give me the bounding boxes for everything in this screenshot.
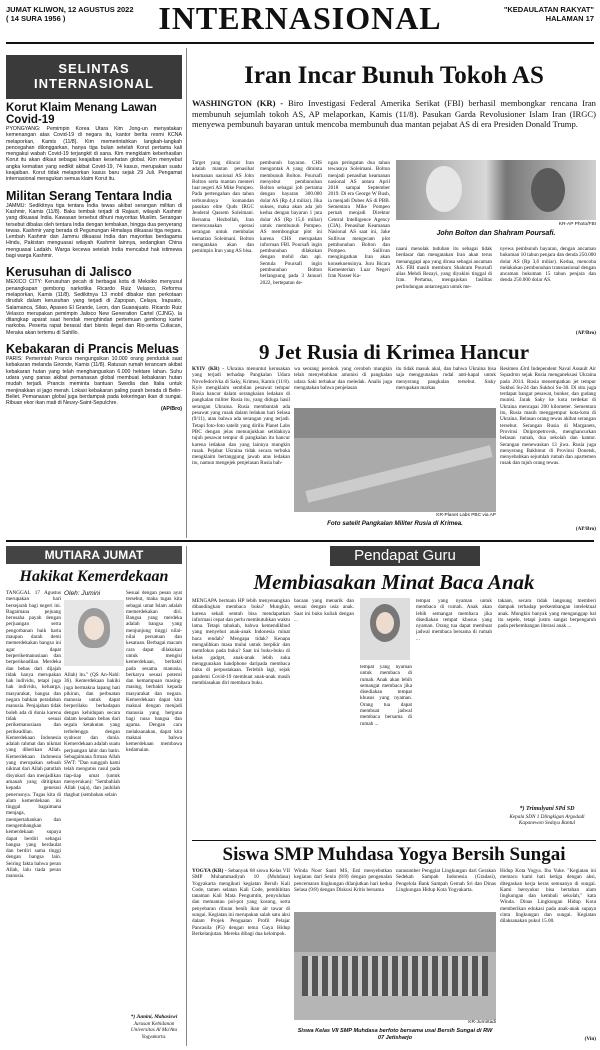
sidebar-source: (AP/Bro) <box>160 406 182 413</box>
lead-col2: pembunuh bayaran. CHS mengontak A yang diminta membunuh Bolton. Poursafi menyebut pembunuhan Bolton sebagai job pertama dengan bayaran 300.000 dolar AS (Rp 4,4 miliar). Jika sukses, maka akan ada job kedua dengan bayaran 1 juta dolar AS (Rp 15,6 miliar) untuk membunuh Pompeo. AS membongkar plot ini karena CHS merupakan informan FBI. Poursafi ingin pembunuhan dilakukan dengan mobil dan api. Semula Poursafi ingin pembunuhan Bolton berlangsung pada 3 Januari 2022, bertepatan de- <box>260 160 322 286</box>
crimea-dateline: KYIV (KR) - <box>192 366 225 372</box>
crimea-photo-credit: KR-Planet Labs PBC via AP <box>436 513 496 518</box>
lead-dateline: WASHINGTON (KR) - <box>192 98 284 108</box>
header-right <box>504 5 594 23</box>
lead-intro <box>192 98 596 130</box>
crimea-source: (AP/Bro) <box>575 526 596 532</box>
runway-strip <box>305 445 492 503</box>
lead-photo-caption: John Bolton dan Shahram Poursafi. <box>436 230 556 237</box>
siswa-headline: Siswa SMP Muhdasa Yogya Bersih Sungai <box>222 844 566 865</box>
guru-col4: takaan, secara tidak langsung memberi dampak terhadap perkembangan intelektual anak. Mungkin banyak yang menganggap hal itu sepele, tetapi justru sangat berpengaruh pada perkembangan literasi anak ... <box>498 598 596 630</box>
jumat-col2: Allah) itu." (QS An-Nahl: 36). Kemerdekaan hakiki juga bermakna lapang hati pikiran, dan perbuatan manusia untuk dapat berperilaku berhadapan dengan kehidupan secara dalam keadaan bebas dari segala ketakutan yang terbelenggu dengan syahwat dan dunia. Kemerdekaan adalah suatu perjuangan lahir dan batin. Sebagaimana firman Allah SWT: "Dan sungguh kami telah mengutus rasul pada tiap-tiap umat (untuk menyerukan): "Sembahlah Allah (saja), dan jauhilah thaghut (sembahan selain <box>64 672 120 798</box>
sidebar-story-title: Kebakaran di Prancis Meluas <box>6 342 179 357</box>
guru-col2: bacaan yang menarik dan sesuai dengan usia anak. Saat ini buku kuliah dengan ... <box>294 598 354 623</box>
jumat-col1: TANGGAL 17 Agustus merupakan hari bersejarah bagi negeri ini. Bagaimana pejuang berusaha payah dengan perjuangan serta pengorbanan baik harta maupun darah demi memerdekakan bangsa ini agar dapat berperikemanusiaan dan berperikeadilan. Merdeka dan bebas dari dijajah tidak hanya merupakan hak individu, tetapi juga hak individu, keluarga, masyarakat, bangsa dan negara bahkan peradaban manusia. Penjajahan tidak boleh ada di dunia karena tidak sesuai perikemanusiaan dan perikeadilan. Kemerdekaan Indonesia adalah rahmat dan nikmat yang diberikan Allah. Kemerdekaan Indonesia yang merupakan sebuah nikmat dari Allah patutlah disyukuri dan menjadikan amanah yang dititipkan kepada generasi penerusnya. Tugas kita di alam kemerdekaan ini tinggal bagaimana menjaga, mempertahankan dan mengembangkan kemerdekaan supaya dapat berdiri sebagai bangsa yang berdaulat dan berdiri sama tinggi dengan bangsa lain. Seiring fakta bahwa peran Allah, lalu tiada peran manusia. <box>6 590 61 880</box>
guru-author: *) Trimulyani SPd SD <box>519 806 575 812</box>
crimea-col1 <box>192 366 290 534</box>
jumat-col3: Sesuai dengan pesan ayat tersebut, maka tugas kita sebagai umat Islam adalah memerdekakan diri. Bangsa yang merdeka adalah bangsa yang menjunjung tinggi nilai-nilai persatuan dan kesatuan. Berbagai macam cara dapat dilakukan untuk mengisi kemerdekaan, berbakti pada sesama manusia, berkarya sesuai potensi dan kemampuan masing-masing, berbakti kepada masyarakat dan negara. Kemerdekaan dapat kita maknai dengan menjadi manusia yang berguna bagi nusa bangsa dan agama. Dengan cara melaksanakan, dapat kita maknai bahwa kemerdekaan membawa kedamaian. <box>126 590 182 754</box>
terrain-shade <box>294 408 496 438</box>
crimea-col2: wa seorang perokok yang ceroboh mungkin telah menyebabkan amunisi di pangkalan udara Saki terbakar dan meledak. Analis juga mengatakan bahwa penjelasan <box>294 366 392 391</box>
siswa-col4: Hidup Kota Yogya. Ibu Yuke. "Kegiatan ini memacu kami hati ketiga dengan aksi, ditegaskan kerja keras semuanya di sungai. Kami bersyukur bisa bertahan alam lingkungan dan kembali sekolah," kata Winda. Dinas Lingkungan Hidup Kota memberikan edukasi pada anak-anak supaya cinta lingkungan dan sungai. Kegiatan dilaksanakan pukul 15.00. <box>500 868 596 925</box>
section-title: INTERNASIONAL <box>158 0 442 36</box>
lead-col3: ngan peringatan dua tahun tewasnya Soleimani. Bolton menjadi penasihat keamanan nasional AS antara April 2018 sampai September 2019. Di era George W Bush, ia menjadi Dubes AS di PBB. Sementara Mike Pompeo pernah menjadi Direktur Central Intelligence Agency (CIA). Penasihat Keamanan Nasional AS saat ini, Jake Sullivan mengecam plot pembunuhan Bolton dan Pompeo. Sullivan mengingatkan Iran akan konsekuensinya. Juru Bicara Kementerian Luar Negeri Iran Nasser Ka- <box>328 160 390 280</box>
lead-col1: Target yang diincar Iran adalah mantan penasihat keamanan nasional AS John Bolton serta mantan menteri luar negeri AS Mike Pompeo. Pada pertengahan dan tahun terbunuhnya komandan pasukan elite Quds IRGC Jenderal Qassem Soleimani. Bersama Hezbollah, Iran merencanakan operasi serangan untuk membalas kematian Soleimani. Bolton mengatakan akan dan pemimpin Iran yang AS bisa. <box>192 160 254 255</box>
tagline: "KEDAULATAN RAKYAT" <box>503 5 594 14</box>
guru-photo <box>360 598 410 660</box>
header-rule <box>6 42 594 44</box>
author-photo <box>64 600 124 666</box>
lead-source: (AP/Bro) <box>575 330 596 336</box>
siswa-photo-credit: KR-Jumirtadi <box>468 1020 496 1025</box>
siswa-dateline: YOGYA (KR) - <box>192 868 227 874</box>
siswa-col1-text: Sebanyak 68 siswa Kelas VII SMP Muhammadiyah 10 (Muhdasa) Yogyakarta mengikuti kegiatan Bersih Kali Code, tamen selatan Kali Code, pembibitan tanaman Kali Mata Pengumtin, penyuluhan dan memantau pol-pot yang kosong, serta penyebaran ribuan benih ikan air tawar di sungai. Kegiatan ini merupakan salah satu aksi dalam Projek Penguatan Profil Pelajar Pancasila (P5) dengan tema Gaya Hidup Berkelanjutan. Mereka dibagi dua kelompok. <box>192 868 290 937</box>
column-divider <box>186 546 187 1046</box>
siswa-col1 <box>192 868 290 1044</box>
guru-banner: Pendapat Guru <box>330 546 480 566</box>
lead-headline: Iran Incar Bunuh Tokoh AS <box>244 62 544 89</box>
sidebar-story-body: JAMMU: Sedikitnya tiga tentara India tewas akibat serangan militan di Kashmir, Kamis (11/8). Baku tembak terjadi di Rajauri, wilayah Kashmir yang dikuasai India. Kawasan tersebut dihuni mayoritas Muslim. Serangan tersebut dibalas oleh tentara India dengan tembakan, hingga dua penyerang tewas. Kashmir yang berada di Pegunungan Himalaya dikuasai tiga negara. Lembah Kashmir dan Jammu dikuasai India dan mayoritas berdagama Hindu, Pakistan menguasai wilayah Kashmir lainnya, sedangkan China menguasai Ladakh. Warga kecewa setelah India mencabut hak istimewa bagi warga Kashmir. <box>6 202 182 260</box>
guru-affiliation: Kepala SDN 1 Dlingkigan Argodadi Kapanewon Sedayu Bantul <box>509 814 585 827</box>
poursafi-face <box>531 168 565 212</box>
siswa-col2: Winda Noor Santi MS, Esti menyebutkan kegiatan dari Senin (8/8) dengan pengenalan pencemaran lingkungan dilanjutkan hari kedua Selasa (9/8) dengan Diskusi Kritis bersama <box>294 868 392 893</box>
sidebar-story-body: MEXICO CITY: Kerusuhan pecah di berbagai kota di Meksiko menyusul penangkapan gembong narkotika Ricardo Ruiz Velasco, Reforma melaporkan, Kamis (11/8). Sedikitnya 13 mobil dibakar dan perkotaan diruduk dalam kerusuhan yang terjadi di Zapopan, Celaya, Irapuato, Salamanca, Silao, Apaseo El Grande, Leon, dan Guanajuato. Ricardo Ruiz Velasco merupakan pemimpin Jalisco New Generation Cartel (CJNG). Ia ditangkap aparat saat hendak menghindari pertemuan gembong kartel narkoba. Peserta rapat berasal dari bisnis ilegal dan Rio-serta Culiacan, Meraka akan tertemu di Sahillo. <box>6 279 182 336</box>
section-rule <box>6 540 594 542</box>
guru-col1: MENGAPA bermain HP lebih menyenangkan dibandingkan membaca buku? Mungkin, karena sekali sentuh bisa mendapatkan informasi cepat dan perlu membutuhkan waktu lama. Tetapi tahukah, bahwa kemendikbud yang menyebut anak-anak Indonesia minat baca rendah? Mengapa tidak? Kenapa mengalihkan masa mulai untuk berpikir dan memfokus pada buku? Saat ini buku-buku di kelas gadget, anak-anak lebih suka menggunakan handphone daripada membaca buku di perpustakaan. Terlebih lagi, sejak pandemi Covid-19 membuat anak-anak masih membiasakan diri membaca buku. <box>192 598 290 686</box>
jumat-author: *) Jumini, Mahasiswi <box>130 1014 178 1020</box>
crimea-headline: 9 Jet Rusia di Krimea Hancur <box>258 340 530 364</box>
crimea-photo-caption: Foto satelit Pangkalan Militer Rusia di Krimea. <box>327 520 463 527</box>
lead-photo <box>396 160 596 220</box>
crimea-col1-text: Ukraina menuntut kerusakan yang terjadi terhadap Pangkalan Udara Novofedorivka di Saky, Krimea, Kamis (11/8). Kyiv mengklaim sembilan pesawat tempur Rusia hancur dalam serangkaian ledakan di pangkalan militer Rusia itu, yang diduga hasil serangan Ukraina. Rusia membantah ada pesawat yang rusak dalam ledakan hari Selasa (9/11), atau bahwa ada serangan yang terjadi. Tetapi foto-foto satelit yang dirilis Planet Labs PBC dengan jelas menunjukkan setidaknya tujuh pesawat tempur di pangkalan itu hancur karena ledakan dan yang lainnya mungkin rusak. Pejabat Ukraina tidak secara terbuka mengklaim bertanggung jawab atas ledakan itu, namun mengejek penjelasan Rusia bah- <box>192 366 290 467</box>
lead-photo-credit: KR-AP Photo/FBI <box>558 222 596 227</box>
sidebar-story-body: PYONGYANG: Pemimpin Korea Utara Kim Jong-un menyatakan kemenangan atas Covid-19 di negara itu, kantor berita resmi KCNA melaporkan, Kamis (11/8). Kim memerintahkan langkah-langkah pencegahan dilonggarkan, hanya tiga bulan setelah Korut pertama kali mengakui wabah Covid-19 terjangkit di sana. Kim mengklaim keberhasilan Korut itu akan dikaui sebagai keajaiban kesehatan global. Kim menyebut angka kematian yang sedikit akibat Covid-19, 74 kasus, merupakan suatu keajaiban. Korut tidak melaporkan kasus baru sejak 29 Juli. Pengamat internasional meragukan semua klaim Korut itu. <box>6 126 182 183</box>
jumat-banner: MUTIARA JUMAT <box>6 546 182 564</box>
date-line: JUMAT KLIWON, 12 AGUSTUS 2022 <box>6 5 134 14</box>
sidebar <box>6 100 182 540</box>
siswa-photo-caption: Siswa Kelas VII SMP Muhdasa berfoto bersama usai Bersih Sungai di RW 07 Jetisharjo <box>297 1028 493 1041</box>
photo-background <box>294 912 496 952</box>
section-rule <box>192 840 596 841</box>
hijri-line: ( 14 SURA 1956 ) <box>6 14 66 23</box>
banner-line1: SELINTAS <box>58 61 130 76</box>
banner-line2: INTERNASIONAL <box>34 76 154 91</box>
sidebar-banner <box>6 55 182 99</box>
page-number: HALAMAN 17 <box>545 14 594 23</box>
author-face <box>84 616 104 640</box>
siswa-col3: narasumber Penggiat Lingkungan dari Gerakan Sedekah Sampah Indonesia (Gradasi), Pengelola Bank Sampah Gemah Sri dan Dinas Lingkungan Hidup Kota Yogyakarta. <box>396 868 496 893</box>
guru-col3: tempat yang nyaman untuk membaca di rumah. Anak akan lebih semangat membaca jika disediakan tempat khusus yang nyaman. Orang tua dapat membuat jadwal membaca bersama di rumah ... <box>360 664 412 727</box>
siswa-source: (Vin) <box>584 1036 596 1042</box>
jumat-title: Hakikat Kemerdekaan <box>19 568 169 585</box>
guru-title: Membiasakan Minat Baca Anak <box>253 570 535 594</box>
lead-col5: nyewa pembunuh bayaran, dengan ancaman hukuman 10 tahun penjara dan denda 250.000 dolar AS (Rp 3,6 miliar). Kedua, mencoba melakukan pembunuhan transnasional dengan ancaman hukuman 15 tahun penjara dan denda 250.000 dolar AS. <box>500 246 596 284</box>
header-date <box>6 5 134 23</box>
crimea-col3: itu tidak masuk akal, dan bahwa Ukraina bisa saja menggunakan rudal anti-kapal untuk menyerang pangkalan tersebut. Sisky merupakan markas <box>396 366 496 391</box>
siswa-photo <box>294 912 496 1020</box>
crimea-col4: Resimen 43rd Independent Naval Assault Air Squadron sejak Rusia menganeksasi Ukraina pada 2014. Rusia menempatkan jet tempur Sukhoi Su-24 dan Sukhoi Su-30. Di situ juga terdapat bangar pesawat, bunker, dan gudang munisi. Jarak Saky ke kota terdekat di Ukraina mencapai 200 kilometer. Sementara itu, Rusia masih menggempur kota-kota di Ukraina. Belasan orang tewas akibat serangan tersebut. Serangan Rusia di Marganets, Provinsi Dnipropetrovsk, menghancurkan belasan rumah, dua sekolah dan kantor. Serangan menewaskan 13 jiwa. Rusia juga menyerang Bakhmut di Provinsi Donetsk, menyebabkan sejumlah rumah dan apartemen rusak dan tujuh orang tewas. <box>500 366 596 467</box>
lead-intro-text: Biro Investigasi Federal Amerika Serikat (FBI) berhasil membongkar rencana Iran membunuh sejumlah tokoh AS, AP melaporkan, Kamis (11/8). Pasukan Garda Revolusioner Islam Iran (IRGC) menyewa pembunuh bayaran untuk mencoba membunuh dua mantan pejabat AS di era Presiden Donald Trump. <box>192 98 596 130</box>
guru-face <box>376 612 394 634</box>
bolton-face <box>426 166 462 212</box>
column-divider <box>186 48 187 538</box>
sidebar-story-title: Korut Klaim Menang Lawan Covid-19 <box>6 102 157 126</box>
sidebar-story-title: Kerusuhan di Jalisco <box>6 265 132 280</box>
student-group <box>302 956 488 996</box>
sidebar-story-title: Militan Serang Tentara India <box>6 188 172 203</box>
jumat-byline: Oleh: Jumini <box>64 590 101 597</box>
guru-col3b: tempat yang nyaman untuk membaca di rumah. Anak akan lebih semangat membaca jika disediakan tempat khusus yang nyaman. Orang tua dapat membuat jadwal membaca bersama di rumah ... <box>416 598 492 642</box>
lead-col4: naani menolak tuduhan itu sebagai tidak berdasar dan mengatakan Iran akan terus menanggapi apa yang dirasa sebagai ancaman AS. FBI masih memburu Shahram Poursafi alias Mehdi Rezayi, yang diyakini tinggal di Iran. Pertama, mengajukan fasilitas perlindungan antarnegara untuk me- <box>396 246 492 290</box>
jumat-affiliation: Jurusan Kebidanan Universitas Al Ma'Ata Yogyakarta. <box>130 1021 178 1040</box>
sidebar-story-body: PARIS: Pemerintah Prancis mengungsikan 10.000 orang penduduk saat kebakaran melanda Gironde, Kamis (11/8). Ratusan rumah terancam akibat kebakaran hutan yang telah menghanguskan 6.000 hektare lahan. Suhu udara yang panas akibat pemanasan global membuat kebakaran hutan mudah terjadi. Prancis meminta bantuan Swedia dan Italia untuk menjinakkan si jago merah. Lokasi kebakaran paling parah berada di Belin-Beliet. Pemanasan global juga berdampak pada kekeringan ikan di sungai. Ribuan ekor ikan mati di Neuvy-Saint-Sepulchre. <box>6 356 182 407</box>
satellite-photo <box>294 408 496 512</box>
